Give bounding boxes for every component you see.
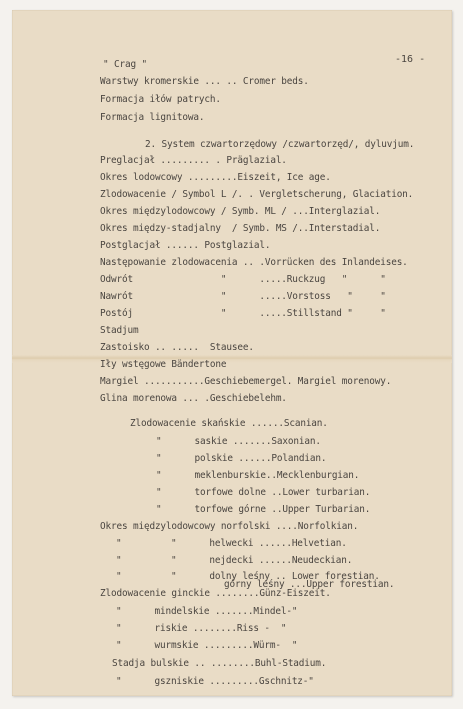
text-line-14: Nawrót " .....Vorstoss " " <box>100 291 386 302</box>
text-line-3: Formacja iłów patrych. <box>100 94 221 105</box>
text-line-13: Odwrót " .....Ruckzug " " <box>100 274 386 285</box>
text-line-23: " polskie ......Polandian. <box>156 453 327 464</box>
text-line-29: " " nejdecki ......Neudeckian. <box>116 555 353 566</box>
text-line-17: Zastoisko .. ..... Stausee. <box>100 342 254 353</box>
text-line-7: Okres lodowcowy .........Eiszeit, Ice age. <box>100 172 331 183</box>
text-line-36: Stadja bulskie .. ........Buhl-Stadium. <box>112 658 327 669</box>
text-line-19: Margiel ...........Geschiebemergel. Margiel morenowy. <box>100 376 392 387</box>
page-number: -16 - <box>395 54 426 65</box>
text-line-18: Iły wstęgowe Bändertone <box>100 359 227 370</box>
paper-fold <box>12 355 452 363</box>
text-line-21: Zlodowacenie skańskie ......Scanian. <box>130 418 328 429</box>
text-line-20: Glina morenowa ... .Geschiebelehm. <box>100 393 287 404</box>
text-line-26: " torfowe górne ..Upper Turbarian. <box>156 504 371 515</box>
text-line-10: Okres między-stadjalny / Symb. MS /..Interstadial. <box>100 223 381 234</box>
text-line-24: " meklenburskie..Mecklenburgian. <box>156 470 360 481</box>
text-line-34: " riskie ........Riss - " <box>116 623 287 634</box>
text-line-28: " " helwecki ......Helvetian. <box>116 538 347 549</box>
text-line-9: Okres międzylodowcowy / Symb. ML / ...Interglazial. <box>100 206 381 217</box>
text-line-16: Stadjum <box>100 325 139 336</box>
text-line-33: " mindelskie .......Mindel-" <box>116 606 298 617</box>
text-line-37: " gszniskie .........Gschnitz-" <box>116 676 314 687</box>
text-line-30: " " dolny leśny .. Lower forestian. <box>116 571 380 582</box>
text-line-15: Postój " .....Stillstand " " <box>100 308 386 319</box>
text-line-12: Następowanie zlodowacenia .. .Vorrücken des Inlandeises. <box>100 257 408 268</box>
text-line-6: Preglacjał ......... . Präglazial. <box>100 155 287 166</box>
text-line-27: Okres międzylodowcowy norfolski ....Norfolkian. <box>100 521 359 532</box>
text-line-32: Zlodowacenie ginckie ........Günz-Eiszeit. <box>100 588 331 599</box>
text-line-25: " torfowe dolne ..Lower turbarian. <box>156 487 371 498</box>
text-line-31: górny leśny ...Upper forestian. <box>224 579 395 590</box>
text-line-2: Warstwy kromerskie ... .. Cromer beds. <box>100 76 309 87</box>
text-line-11: Postglacjał ...... Postglazial. <box>100 240 271 251</box>
section-heading: 2. System czwartorzędowy /czwartorzęd/, dyluvjum. <box>145 139 415 150</box>
text-line-8: Zlodowacenie / Symbol L /. . Vergletscherung, Glaciation. <box>100 189 414 200</box>
text-line-35: " wurmskie .........Würm- " <box>116 640 298 651</box>
text-line-22: " saskie .......Saxonian. <box>156 436 321 447</box>
text-line-4: Formacja lignitowa. <box>100 112 205 123</box>
text-line-1: " Crag " <box>103 59 147 70</box>
